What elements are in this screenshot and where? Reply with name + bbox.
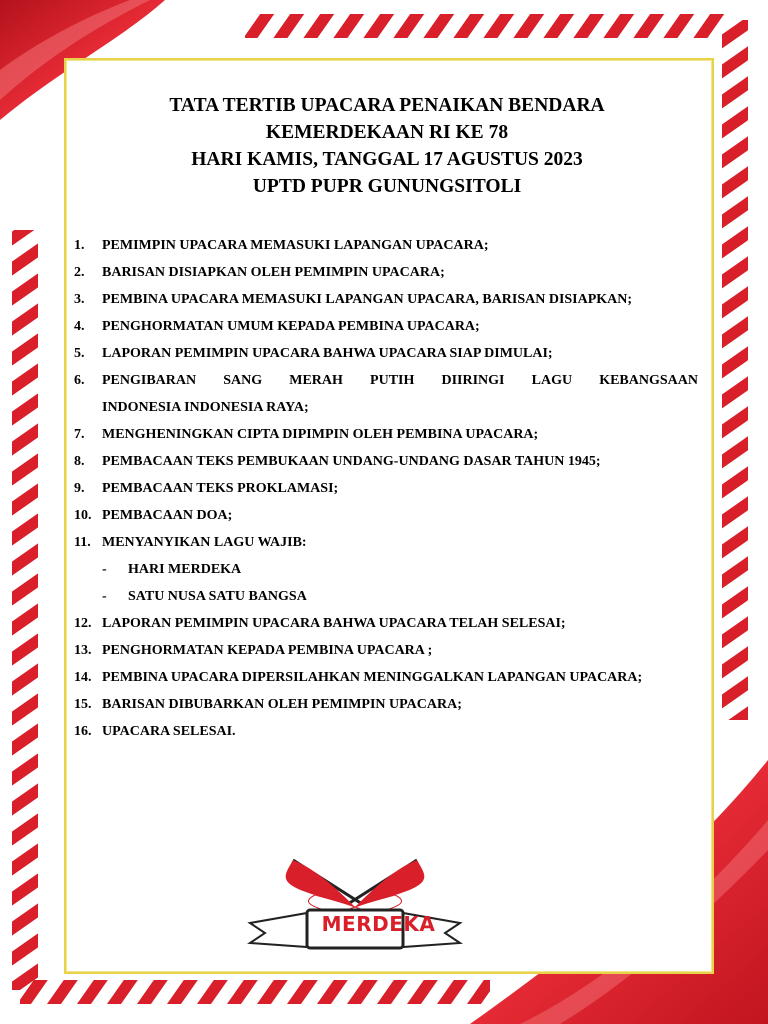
item-text: PEMBACAAN TEKS PROKLAMASI; — [102, 481, 339, 496]
list-item — [74, 691, 698, 718]
list-item — [74, 610, 698, 637]
document-title — [64, 92, 710, 200]
merdeka-logo — [245, 855, 465, 955]
item-number: 2. — [74, 265, 85, 280]
list-item — [74, 421, 698, 448]
item-text: PENGHORMATAN UMUM KEPADA PEMBINA UPACARA; — [102, 319, 480, 334]
item-text: MENYANYIKAN LAGU WAJIB: — [102, 535, 307, 550]
list-item — [74, 340, 698, 367]
title-line: HARI KAMIS, TANGGAL 17 AGUSTUS 2023 — [191, 149, 583, 170]
list-item — [74, 637, 698, 664]
item-number: 14. — [74, 670, 92, 685]
item-number: 1. — [74, 238, 85, 253]
item-text: LAPORAN PEMIMPIN UPACARA BAHWA UPACARA SIAP DIMULAI; — [102, 346, 553, 361]
list-item — [74, 286, 698, 313]
item-number: 4. — [74, 319, 85, 334]
item-text: BARISAN DIBUBARKAN OLEH PEMIMPIN UPACARA; — [102, 697, 462, 712]
list-item — [74, 529, 698, 556]
list-item — [74, 718, 698, 745]
list-item — [74, 367, 698, 394]
item-text: PENGIBARAN SANG MERAH PUTIH DIIRINGI LAGU KEBANGSAAN — [102, 373, 698, 388]
crossed-flags-icon — [245, 855, 465, 955]
sub-list-item — [74, 583, 698, 610]
ceremony-order-list — [74, 232, 698, 745]
list-item — [74, 313, 698, 340]
list-item — [74, 259, 698, 286]
sub-item-dash: - — [102, 589, 107, 604]
item-text-continuation: INDONESIA INDONESIA RAYA; — [102, 400, 309, 415]
sub-list-item — [74, 556, 698, 583]
sub-item-dash: - — [102, 562, 107, 577]
item-number: 8. — [74, 454, 85, 469]
merdeka-logo-text: MERDEKA — [321, 912, 436, 936]
list-item — [74, 664, 698, 691]
item-number: 15. — [74, 697, 92, 712]
item-number: 3. — [74, 292, 85, 307]
sub-item-text: HARI MERDEKA — [128, 562, 242, 577]
list-item-continuation — [74, 394, 698, 421]
item-number: 11. — [74, 535, 91, 550]
item-number: 16. — [74, 724, 92, 739]
item-number: 5. — [74, 346, 85, 361]
item-number: 12. — [74, 616, 92, 631]
list-item — [74, 475, 698, 502]
item-text: MENGHENINGKAN CIPTA DIPIMPIN OLEH PEMBINA UPACARA; — [102, 427, 539, 442]
list-item — [74, 448, 698, 475]
item-text: PEMIMPIN UPACARA MEMASUKI LAPANGAN UPACARA; — [102, 238, 489, 253]
item-text: PEMBACAAN DOA; — [102, 508, 233, 523]
title-line: UPTD PUPR GUNUNGSITOLI — [252, 176, 522, 197]
item-text: BARISAN DISIAPKAN OLEH PEMIMPIN UPACARA; — [102, 265, 445, 280]
item-text: PENGHORMATAN KEPADA PEMBINA UPACARA ; — [102, 643, 433, 658]
list-item — [74, 232, 698, 259]
item-number: 6. — [74, 373, 85, 388]
item-number: 9. — [74, 481, 85, 496]
list-item — [74, 502, 698, 529]
item-text: LAPORAN PEMIMPIN UPACARA BAHWA UPACARA TELAH SELESAI; — [102, 616, 566, 631]
title-line: TATA TERTIB UPACARA PENAIKAN BENDARA — [169, 95, 605, 116]
item-text: UPACARA SELESAI. — [102, 724, 236, 739]
item-number: 10. — [74, 508, 92, 523]
item-number: 7. — [74, 427, 85, 442]
item-text: PEMBINA UPACARA MEMASUKI LAPANGAN UPACARA, BARISAN DISIAPKAN; — [102, 292, 633, 307]
item-number: 13. — [74, 643, 92, 658]
sub-item-text: SATU NUSA SATU BANGSA — [128, 589, 307, 604]
item-text: PEMBACAAN TEKS PEMBUKAAN UNDANG-UNDANG DASAR TAHUN 1945; — [102, 454, 601, 469]
title-line: KEMERDEKAAN RI KE 78 — [265, 122, 509, 143]
item-text: PEMBINA UPACARA DIPERSILAHKAN MENINGGALKAN LAPANGAN UPACARA; — [102, 670, 643, 685]
